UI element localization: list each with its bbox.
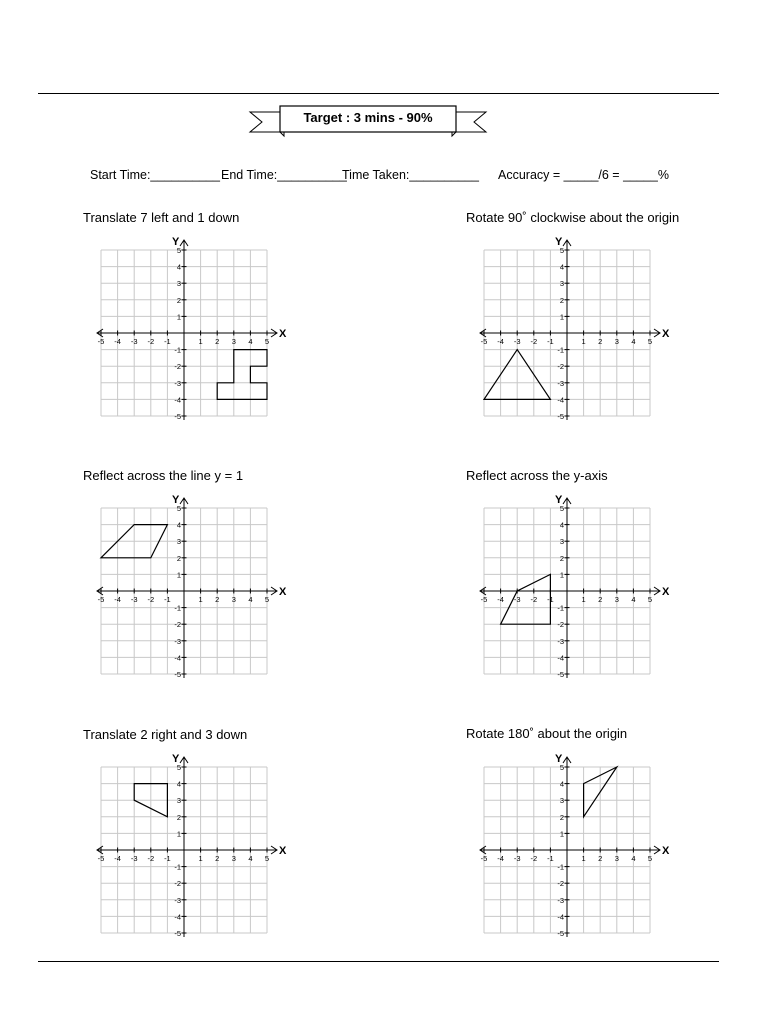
question-1-grid <box>90 236 290 426</box>
x-tick-label: 1 <box>198 595 203 604</box>
x-tick-label: -2 <box>530 595 538 604</box>
y-tick-label: 5 <box>176 763 181 772</box>
y-tick-label: -2 <box>174 879 181 889</box>
x-tick-label: 3 <box>614 337 619 346</box>
y-tick-label: -2 <box>557 362 564 372</box>
y-tick-label: -1 <box>174 862 181 872</box>
y-tick-label: -4 <box>174 912 181 922</box>
question-4-title: Reflect across the y-axis <box>466 468 608 483</box>
question-5-title: Translate 2 right and 3 down <box>83 727 248 742</box>
y-tick-label: -3 <box>174 895 181 905</box>
x-tick-label: -1 <box>547 337 554 346</box>
y-tick-label: 4 <box>176 262 181 272</box>
x-tick-label: -4 <box>497 337 504 346</box>
y-tick-label: 4 <box>559 262 564 272</box>
x-tick-label: -5 <box>97 595 105 604</box>
x-axis-label: X <box>662 328 670 340</box>
y-tick-label: 1 <box>559 829 564 839</box>
y-tick-label: -1 <box>557 862 564 872</box>
y-tick-label: 3 <box>559 279 564 289</box>
y-tick-label: 5 <box>559 246 564 255</box>
x-tick-label: -1 <box>164 595 171 604</box>
y-tick-label: 3 <box>559 796 564 806</box>
x-tick-label: -2 <box>530 337 538 346</box>
y-tick-label: 1 <box>559 312 564 322</box>
x-tick-label: -1 <box>164 854 171 863</box>
x-tick-label: 5 <box>647 854 653 863</box>
y-tick-label: -2 <box>557 620 564 630</box>
question-3-title: Reflect across the line y = 1 <box>83 468 244 483</box>
x-tick-label: 2 <box>215 595 220 604</box>
y-tick-label: -3 <box>174 636 181 646</box>
y-tick-label: -5 <box>557 412 564 421</box>
y-tick-label: 2 <box>176 553 181 563</box>
y-tick-label: -1 <box>174 345 181 355</box>
x-tick-label: -4 <box>114 595 121 604</box>
x-tick-label: -2 <box>147 595 155 604</box>
y-tick-label: 3 <box>176 279 181 289</box>
x-tick-label: -3 <box>513 854 521 863</box>
x-tick-label: -4 <box>114 337 121 346</box>
x-tick-label: 5 <box>264 854 270 863</box>
x-tick-label: -1 <box>547 854 554 863</box>
x-tick-label: 2 <box>598 595 603 604</box>
x-tick-label: 5 <box>647 337 653 346</box>
start-time-field: Start Time:__________ <box>90 168 220 182</box>
top-rule <box>38 93 719 94</box>
y-tick-label: 4 <box>559 779 564 789</box>
y-axis-label: Y <box>555 236 563 248</box>
question-6-grid <box>473 753 673 943</box>
x-tick-label: 1 <box>581 595 586 604</box>
y-tick-label: 1 <box>176 312 181 322</box>
x-axis-label: X <box>279 586 287 598</box>
y-tick-label: 4 <box>559 520 564 530</box>
y-tick-label: 2 <box>176 295 181 305</box>
x-tick-label: 3 <box>614 854 619 863</box>
y-tick-label: 3 <box>559 537 564 547</box>
y-tick-label: -4 <box>557 912 564 922</box>
x-tick-label: 4 <box>248 337 253 346</box>
x-axis-label: X <box>662 845 670 857</box>
x-tick-label: -4 <box>497 854 504 863</box>
bottom-rule <box>38 961 719 962</box>
x-tick-label: 5 <box>264 337 270 346</box>
x-tick-label: -5 <box>97 337 105 346</box>
x-tick-label: 2 <box>598 854 603 863</box>
x-tick-label: 1 <box>198 854 203 863</box>
x-tick-label: -3 <box>513 595 521 604</box>
x-tick-label: 3 <box>231 854 236 863</box>
x-axis-label: X <box>279 845 287 857</box>
x-tick-label: 1 <box>581 854 586 863</box>
x-tick-label: 4 <box>631 595 636 604</box>
y-tick-label: -2 <box>174 620 181 630</box>
x-tick-label: -5 <box>480 595 488 604</box>
x-tick-label: 5 <box>264 595 270 604</box>
y-tick-label: -4 <box>557 395 564 405</box>
y-tick-label: 1 <box>176 829 181 839</box>
x-tick-label: 3 <box>614 595 619 604</box>
y-tick-label: 5 <box>176 246 181 255</box>
end-time-field: End Time:__________ <box>221 168 347 182</box>
y-tick-label: -5 <box>174 412 181 421</box>
x-tick-label: -5 <box>480 337 488 346</box>
x-tick-label: -3 <box>130 854 138 863</box>
y-tick-label: -3 <box>174 378 181 388</box>
y-tick-label: -3 <box>557 378 564 388</box>
x-tick-label: -1 <box>164 337 171 346</box>
x-tick-label: -5 <box>480 854 488 863</box>
x-tick-label: 4 <box>248 854 253 863</box>
question-6-title: Rotate 180˚ about the origin <box>466 726 628 741</box>
y-tick-label: 4 <box>176 779 181 789</box>
y-tick-label: -4 <box>557 653 564 663</box>
y-axis-label: Y <box>172 494 180 506</box>
x-tick-label: 4 <box>248 595 253 604</box>
y-axis-label: Y <box>555 753 563 765</box>
x-tick-label: 3 <box>231 595 236 604</box>
y-tick-label: 4 <box>176 520 181 530</box>
question-5-grid <box>90 753 290 943</box>
x-tick-label: -3 <box>513 337 521 346</box>
x-tick-label: 2 <box>598 337 603 346</box>
question-3-grid <box>90 494 290 684</box>
y-tick-label: -2 <box>557 879 564 889</box>
y-tick-label: -3 <box>557 636 564 646</box>
y-tick-label: -1 <box>557 345 564 355</box>
target-banner <box>248 102 488 138</box>
x-tick-label: -2 <box>530 854 538 863</box>
y-tick-label: -1 <box>557 603 564 613</box>
question-1-title: Translate 7 left and 1 down <box>83 210 240 225</box>
y-tick-label: -5 <box>557 929 564 938</box>
y-tick-label: -4 <box>174 653 181 663</box>
x-tick-label: -3 <box>130 337 138 346</box>
x-axis-label: X <box>662 586 670 598</box>
y-tick-label: 3 <box>176 537 181 547</box>
y-tick-label: -5 <box>557 670 564 679</box>
y-tick-label: -1 <box>174 603 181 613</box>
y-tick-label: 3 <box>176 796 181 806</box>
x-tick-label: 1 <box>581 337 586 346</box>
x-tick-label: -2 <box>147 854 155 863</box>
question-2-title: Rotate 90˚ clockwise about the origin <box>466 210 680 225</box>
y-tick-label: 5 <box>176 504 181 513</box>
y-tick-label: 2 <box>559 295 564 305</box>
y-tick-label: 1 <box>559 570 564 580</box>
x-tick-label: 5 <box>647 595 653 604</box>
y-axis-label: Y <box>555 494 563 506</box>
x-tick-label: 4 <box>631 854 636 863</box>
question-4-grid <box>473 494 673 684</box>
y-axis-label: Y <box>172 753 180 765</box>
y-tick-label: 2 <box>176 812 181 822</box>
x-tick-label: 2 <box>215 854 220 863</box>
question-2-grid <box>473 236 673 426</box>
x-axis-label: X <box>279 328 287 340</box>
accuracy-field: Accuracy = _____/6 = _____% <box>498 168 669 182</box>
x-tick-label: 1 <box>198 337 203 346</box>
x-tick-label: -4 <box>114 854 121 863</box>
x-tick-label: -2 <box>147 337 155 346</box>
y-axis-label: Y <box>172 236 180 248</box>
y-tick-label: -5 <box>174 929 181 938</box>
x-tick-label: -4 <box>497 595 504 604</box>
y-tick-label: -3 <box>557 895 564 905</box>
x-tick-label: 4 <box>631 337 636 346</box>
y-tick-label: -5 <box>174 670 181 679</box>
time-taken-field: Time Taken:__________ <box>342 168 479 182</box>
y-tick-label: 5 <box>559 504 564 513</box>
x-tick-label: -5 <box>97 854 105 863</box>
target-text: Target : 3 mins - 90% <box>303 110 433 125</box>
y-tick-label: 5 <box>559 763 564 772</box>
y-tick-label: 2 <box>559 812 564 822</box>
y-tick-label: -4 <box>174 395 181 405</box>
x-tick-label: 2 <box>215 337 220 346</box>
y-tick-label: 2 <box>559 553 564 563</box>
x-tick-label: -3 <box>130 595 138 604</box>
x-tick-label: 3 <box>231 337 236 346</box>
shape-polygon <box>217 350 267 400</box>
y-tick-label: 1 <box>176 570 181 580</box>
shape-polygon <box>501 574 551 624</box>
y-tick-label: -2 <box>174 362 181 372</box>
x-tick-label: -1 <box>547 595 554 604</box>
